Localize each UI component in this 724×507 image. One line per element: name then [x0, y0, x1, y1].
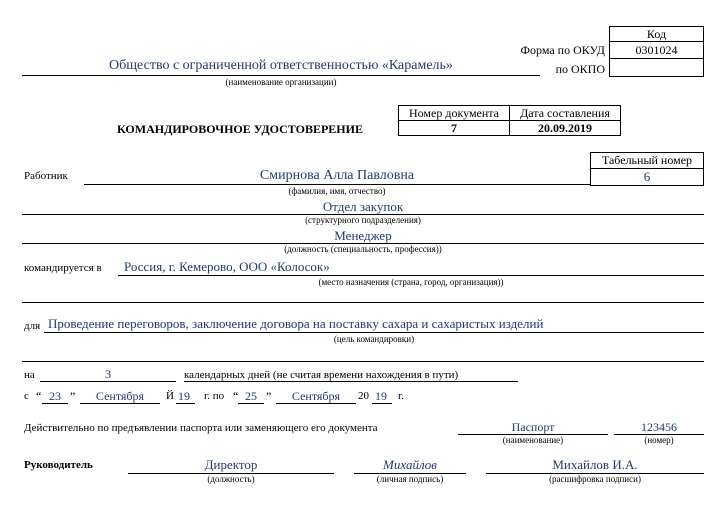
doc-date-value: 20.09.2019: [509, 120, 621, 136]
to-open-quote: “: [233, 389, 239, 403]
head-signature: Михайлов: [383, 457, 437, 472]
from-year-underline: [176, 403, 195, 404]
duration-days-text: календарных дней (не считая времени нахождения в пути): [184, 369, 459, 381]
head-position: Директор: [204, 457, 258, 472]
purpose-caption: (цель командировки): [333, 334, 415, 344]
okud-label: Форма по ОКУД: [520, 43, 605, 57]
purpose-label: для: [24, 320, 41, 332]
employee-label: Работник: [24, 170, 68, 182]
doc-number-value: 7: [398, 120, 510, 136]
validity-doc-number-caption: (номер): [644, 435, 674, 445]
from-year: 19: [178, 389, 190, 403]
position-caption: (должность (специальность, профессия)): [284, 244, 442, 254]
head-position-caption: (должность): [207, 474, 255, 484]
destination-extra-line: [22, 302, 704, 303]
duration-on-label: на: [24, 369, 35, 381]
employee-position: Менеджер: [334, 228, 392, 243]
organization-underline: [22, 75, 540, 76]
to-day-underline: [238, 403, 264, 404]
duration-days: 3: [105, 367, 111, 381]
employee-name-underline: [84, 184, 590, 185]
organization-caption: (наименование организации): [225, 77, 337, 87]
purpose-extra-line: [22, 361, 704, 362]
code-header-cell: Код: [609, 26, 704, 42]
validity-doc-number: 123456: [641, 420, 677, 434]
employee-name: Смирнова Алла Павловна: [259, 168, 415, 183]
doc-date-header: Дата составления: [509, 105, 621, 121]
okud-code-cell: 0301024: [609, 41, 704, 59]
destination-value: Россия, г. Кемерово, ООО «Колосок»: [124, 259, 330, 274]
from-label: с: [24, 390, 29, 402]
to-year-underline: [372, 403, 392, 404]
employee-name-caption: (фамилия, имя, отчество): [288, 186, 386, 196]
validity-doc-name-caption: (наименование): [502, 435, 564, 445]
employee-department: Отдел закупок: [322, 199, 404, 214]
to-year: 19: [375, 389, 387, 403]
destination-underline: [118, 275, 704, 276]
to-close-quote: ”: [266, 389, 272, 403]
from-close-quote: ”: [70, 389, 76, 403]
from-open-quote: “: [36, 389, 42, 403]
head-full-name: Михайлов И.А.: [552, 457, 638, 472]
from-day: 23: [49, 389, 61, 403]
okpo-code-cell: [609, 58, 704, 77]
okpo-label: по ОКПО: [555, 62, 605, 76]
head-label: Руководитель: [24, 459, 93, 471]
head-signature-caption: (личная подпись): [376, 474, 444, 484]
from-month-underline: [80, 403, 160, 404]
department-caption: (структурного подразделения): [305, 215, 421, 225]
to-year-suffix: г.: [398, 390, 405, 402]
duration-text-underline: [184, 381, 518, 382]
tab-number-value: 6: [590, 168, 704, 186]
from-day-underline: [42, 403, 68, 404]
tab-number-header: Табельный номер: [590, 152, 704, 169]
year-suffix-to: г. по: [204, 390, 225, 402]
destination-caption: (место назначения (страна, город, организация)): [318, 277, 504, 287]
to-month: Сентября: [291, 389, 341, 403]
to-year-prefix: 20: [358, 390, 369, 402]
doc-number-header: Номер документа: [398, 105, 510, 121]
duration-days-underline: [40, 381, 176, 382]
destination-label: командируется в: [24, 262, 102, 274]
validity-text: Действительно по предъявлении паспорта или заменяющего его документа: [24, 422, 378, 434]
head-full-name-caption: (расшифровка подписи): [549, 474, 641, 484]
to-month-underline: [276, 403, 356, 404]
to-day: 25: [245, 389, 257, 403]
validity-doc-name: Паспорт: [511, 420, 555, 434]
from-month: Сентября: [95, 389, 145, 403]
organization-name: Общество с ограниченной ответственностью «Карамель»: [109, 58, 453, 73]
document-title: КОМАНДИРОВОЧНОЕ УДОСТОВЕРЕНИЕ: [117, 122, 363, 136]
purpose-underline: [44, 332, 704, 333]
purpose-value: Проведение переговоров, заключение договора на поставку сахара и сахаристых изделий: [48, 316, 544, 331]
from-year-prefix: Й: [166, 390, 174, 402]
